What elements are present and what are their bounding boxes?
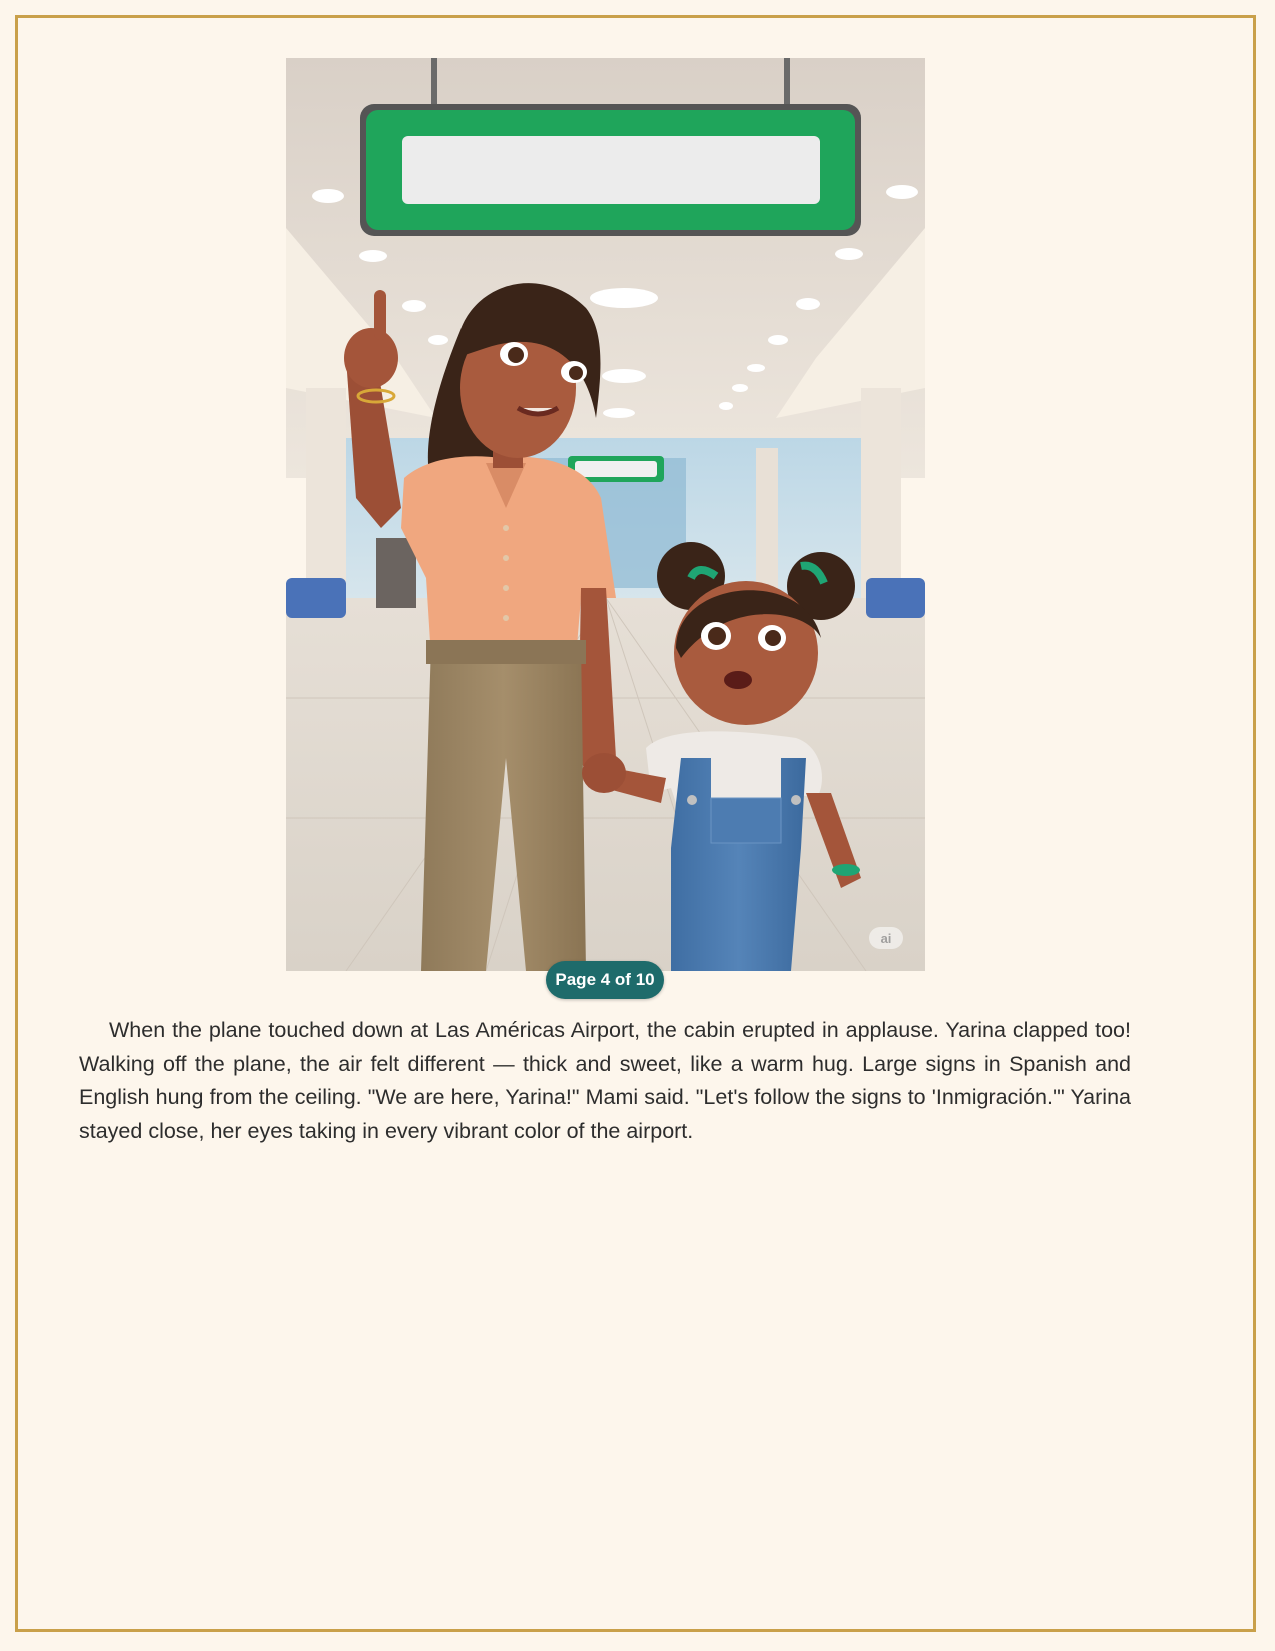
- airport-scene-image: [286, 58, 925, 971]
- story-illustration: [286, 58, 925, 971]
- ai-watermark: ai: [869, 927, 903, 949]
- story-paragraph: When the plane touched down at Las Américas Airport, the cabin erupted in applause. Yarina clapped too! Walking off the plane, the air felt different — thick and sweet, like a warm hug. Large signs in Spanish and English hung from the ceiling. "We are here, Yarina!" Mami said. "Let's follow the signs to 'Inmigración.'" Yarina stayed close, her eyes taking in every vibrant color of the airport.: [79, 1018, 1131, 1143]
- page-indicator-badge: Page 4 of 10: [546, 961, 664, 999]
